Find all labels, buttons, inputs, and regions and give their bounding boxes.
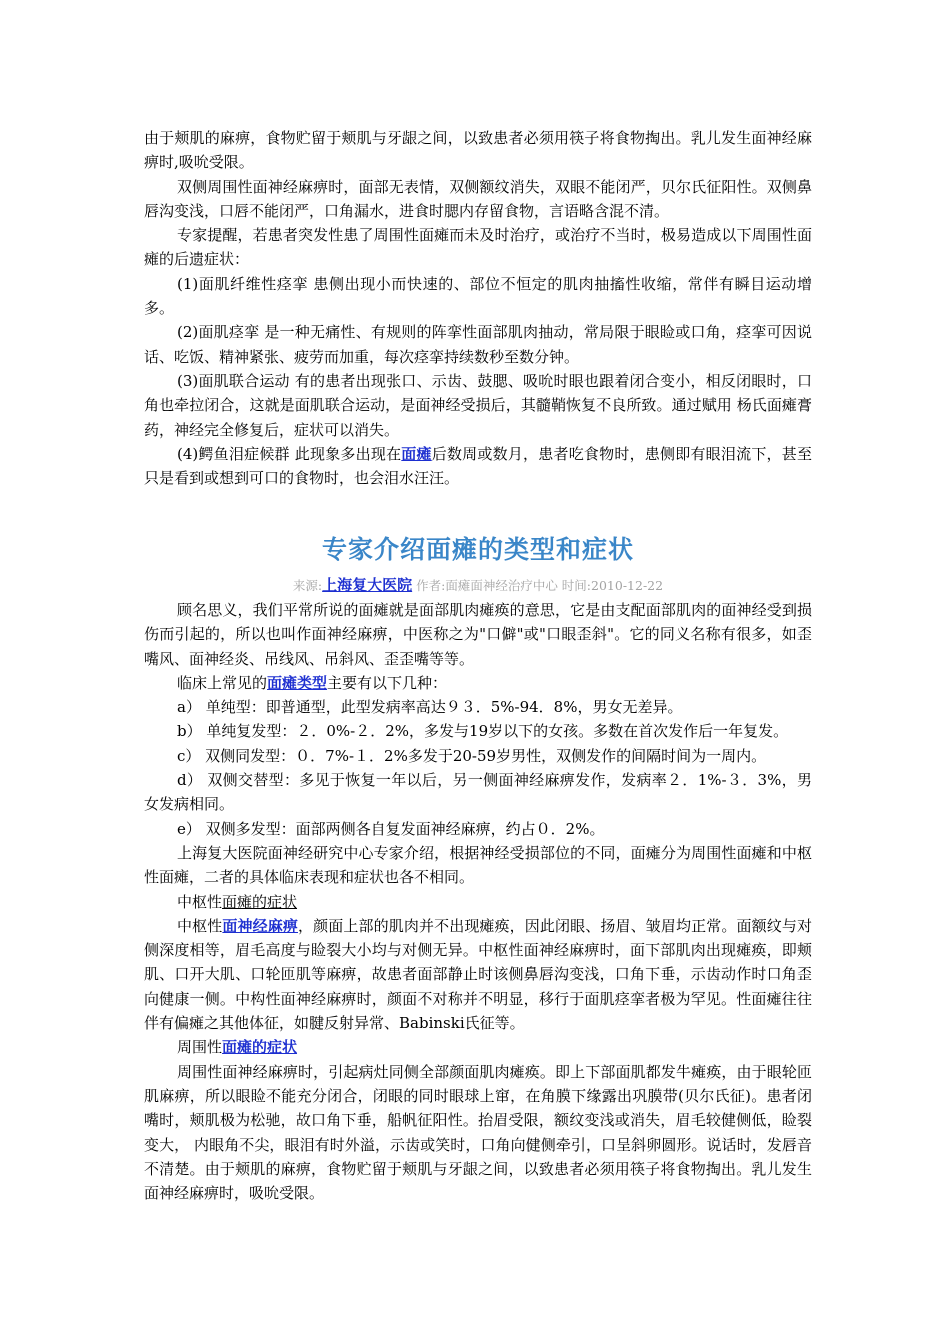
article-title: 专家介绍面瘫的类型和症状 (321, 535, 634, 564)
section-heading: 中枢性面瘫的症状 (177, 892, 298, 911)
paragraph: 周围性面神经麻痹时，引起病灶同侧全部颜面肌肉瘫痪。即上下部面肌都发牛瘫痪，由于眼轮匝肌麻痹，所以眼睑不能充分闭合，闭眼的同时眼球上窜，在角膜下缘露出巩膜带(贝尔氏征)。患者闭嘴时，颊肌极为松驰，故口角下垂，船帆征阳性。抬眉受限，额纹变浅或消失，眉毛较健侧低，睑裂变大， 内眼角不尖，眼泪有时外溢，示齿或笑时，口角向健侧牵引，口呈斜卵圆形。说话时，发唇音不清楚。由于颊肌的麻痹，食物贮留于颊肌与牙龈之间，以致患者必须用筷子将食物掏出。乳儿发生面神经麻痹时，吸吮受限。 (144, 1062, 812, 1203)
source-link[interactable]: 上海复大医院 (322, 576, 413, 594)
type-item: d） 双侧交替型：多见于恢复一年以后，另一侧面神经麻痹发作，发病率２．1%-３．3%，男女发病相同。 (144, 771, 812, 814)
facial-nerve-paralysis-link[interactable]: 面神经麻痹 (222, 916, 298, 935)
author-time: 作者:面瘫面神经治疗中心 时间:2010-12-22 (412, 578, 664, 593)
type-item: a） 单纯型：即普通型，此型发病率高达９３．5%-94．8%，男女无差异。 (177, 698, 683, 717)
sequela-item: (1)面肌纤维性痉挛 患侧出现小而快速的、部位不恒定的肌肉抽搐性收缩，常伴有瞬目运动增多。 (144, 274, 812, 318)
paragraph: 专家提醒，若患者突发性患了周围性面瘫而未及时治疗，或治疗不当时，极易造成以下周围性面瘫的后遗症状： (144, 226, 812, 269)
type-item: e） 双侧多发型：面部两侧各自复发面神经麻痹，约占０．2%。 (177, 819, 605, 838)
article-body (144, 598, 812, 1205)
paralysis-types-link[interactable]: 面瘫类型 (267, 673, 328, 692)
type-item: c） 双侧同发型：０．7%-１．2%多发于20-59岁男性，双侧发作的间隔时间为一周内。 (177, 746, 767, 765)
article-meta (144, 575, 812, 596)
paragraph: 双侧周围性面神经麻痹时，面部无表情，双侧额纹消失，双眼不能闭严，贝尔氏征阳性。双侧鼻唇沟变浅，口唇不能闭严，口角漏水，进食时腮内存留食物，言语略含混不清。 (144, 177, 812, 220)
paragraph: 顾名思义，我们平常所说的面瘫就是面部肌肉瘫痪的意思，它是由支配面部肌肉的面神经受到损伤而引起的，所以也叫作面神经麻痹，中医称之为"口僻"或"口眼歪斜"。它的同义名称有很多，如歪嘴风、面神经炎、吊线风、吊斜风、歪歪嘴等等。 (144, 601, 812, 668)
paragraph: 中枢性面神经麻痹，颜面上部的肌肉并不出现瘫痪，因此闭眼、扬眉、皱眉均正常。面额纹与对侧深度相等，眉毛高度与睑裂大小均与对侧无异。中枢性面神经麻痹时，面下部肌肉出现瘫痪，即颊肌、口开大肌、口轮匝肌等麻痹，故患者面部静止时该侧鼻唇沟变浅，口角下垂，示齿动作时口角歪向健康一侧。中构性面神经麻痹时，颜面不对称并不明显，移行于面肌痉挛者极为罕见。性面瘫往往伴有偏瘫之其他体征，如腱反射异常、Babinski氏征等。 (144, 916, 812, 1033)
paralysis-symptoms-link[interactable]: 面瘫的症状 (222, 1038, 298, 1057)
facial-paralysis-link[interactable]: 面瘫 (401, 444, 432, 463)
paragraph: 上海复大医院面神经研究中心专家介绍，根据神经受损部位的不同，面瘫分为周围性面瘫和中枢性面瘫，二者的具体临床表现和症状也各不相同。 (144, 843, 812, 887)
source-label: 来源: (292, 578, 323, 593)
sequela-item: (2)面肌痉挛 是一种无痛性、有规则的阵挛性面部肌肉抽动，常局限于眼睑或口角，痉挛可因说话、吃饭、精神紧张、疲劳而加重，每次痉挛持续数秒至数分钟。 (144, 323, 812, 366)
type-item: b） 单纯复发型：２．0%-２．2%，多发与19岁以下的女孩。多数在首次发作后一年复发。 (177, 722, 789, 741)
sequela-item: (4)鳄鱼泪症候群 此现象多出现在面瘫后数周或数月，患者吃食物时，患侧即有眼泪流下，甚至只是看到或想到可口的食物时，也会泪水汪汪。 (144, 444, 812, 488)
sequela-item: (3)面肌联合运动 有的患者出现张口、示齿、鼓腮、吸吮时眼也跟着闭合变小，相反闭眼时，口角也牵拉闭合，这就是面肌联合运动，是面神经受损后，其髓鞘恢复不良所致。通过赋用 杨氏面瘫膏药，神经完全修复后，症状可以消失。 (144, 371, 812, 439)
paragraph: 由于颊肌的麻痹，食物贮留于颊肌与牙龈之间，以致患者必须用筷子将食物掏出。乳儿发生面神经麻痹时,吸吮受限。 (144, 129, 812, 172)
previous-article-tail (144, 126, 812, 490)
paragraph: 临床上常见的面瘫类型主要有以下几种： (177, 673, 448, 692)
section-heading: 周围性面瘫的症状 (177, 1038, 298, 1057)
